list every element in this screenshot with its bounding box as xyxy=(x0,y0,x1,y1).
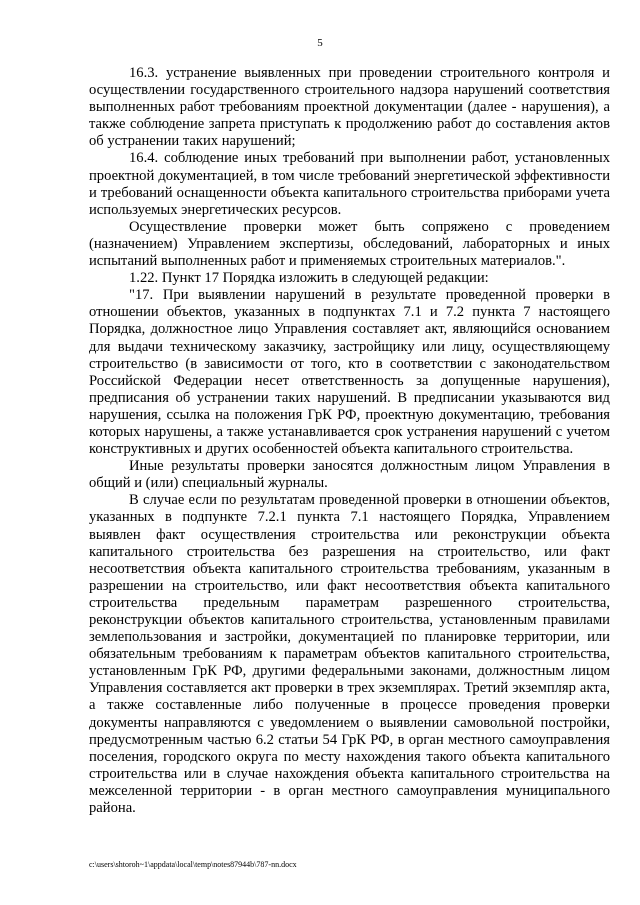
footer-file-path: c:\users\shtoroh~1\appdata\local\temp\notes87944b\787-nn.docx xyxy=(89,860,297,869)
paragraph-1-22: 1.22. Пункт 17 Порядка изложить в следующей редакции: xyxy=(129,270,489,287)
paragraph-17: "17. При выявлении нарушений в результате проведенной проверки в отношении объектов, указанных в подпунктах 7.1 и 7.2 пункта 7 настоящего Порядка, должностное лицо Управления составляет акт, являющийся основанием для выдачи техническому заказчику, застройщику или лицу, осуществляющему строительство (в зависимости от того, кто в соответствии с законодательством Российской Федерации несет ответственность за допущенные нарушения), предписания об устранении таких нарушений. В предписании указываются вид нарушения, ссылка на положения ГрК РФ, проектную документацию, требования которых нарушены, а также устанавливается срок устранения нарушений с учетом конструктивных и других особенностей объекта капитального строительства. xyxy=(89,287,610,458)
page-number: 5 xyxy=(317,37,323,49)
paragraph-unauthorized-construction: В случае если по результатам проведенной проверки в отношении объектов, указанных в подпункте 7.2.1 пункта 7.1 настоящего Порядка, Управлением выявлен факт осуществления строительства или реконструкции объекта капитального строительства без разрешения на строительство, или факт несоответствия объекта капитального строительства требованиям, указанным в разрешении на строительство, или факт несоответствия объекта капитального строительства предельным параметрам разрешенного строительства, реконструкции объектов капитального строительства, установленным правилами землепользования и застройки, документацией по планировке территории, или обязательным требованиям к параметрам объектов капитального строительства, установленным ГрК РФ, другими федеральными законами, должностным лицом Управления составляется акт проверки в трех экземплярах. Третий экземпляр акта, а также составленные либо полученные в процессе проведения проверки документы направляются с уведомлением о выявлении самовольной постройки, предусмотренным частью 6.2 статьи 54 ГрК РФ, в орган местного самоуправления поселения, городского округа по месту нахождения такого объекта капитального строительства или в случае нахождения объекта капитального строительства на межселенной территории - в орган местного самоуправления муниципального района. xyxy=(89,492,610,817)
paragraph-16-3: 16.3. устранение выявленных при проведении строительного контроля и осуществлении государственного строительного надзора нарушений соответствия выполненных работ требованиям проектной документации (далее - нарушения), а также соблюдение запрета приступать к продолжению работ до составления актов об устранении таких нарушений; xyxy=(89,65,610,150)
paragraph-other-results: Иные результаты проверки заносятся должностным лицом Управления в общий и (или) специальный журналы. xyxy=(89,458,610,492)
paragraph-inspection-note: Осуществление проверки может быть сопряжено с проведением (назначением) Управлением экспертизы, обследований, лабораторных и иных испытаний выполненных работ и применяемых строительных материалов.". xyxy=(89,218,610,270)
document-body xyxy=(89,65,610,817)
paragraph-16-4: 16.4. соблюдение иных требований при выполнении работ, установленных проектной документацией, в том числе требований энергетической эффективности и требований оснащенности объекта капитального строительства приборами учета используемых энергетических ресурсов. xyxy=(89,150,610,218)
